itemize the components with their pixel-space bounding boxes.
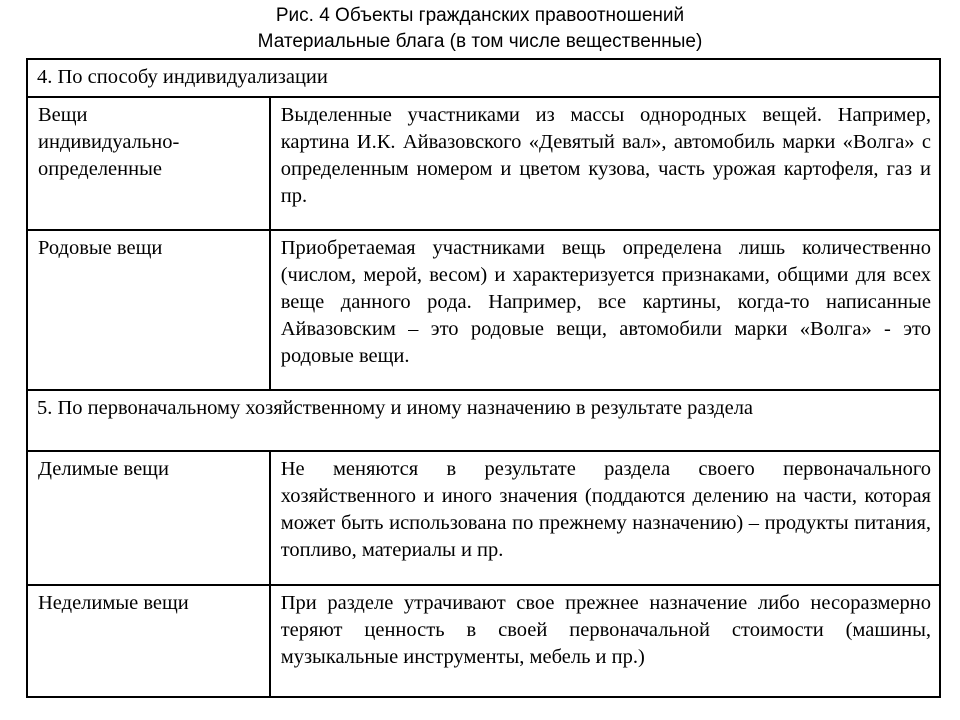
- term-cell: [28, 586, 269, 623]
- term-cell: [28, 452, 269, 489]
- table-row: [27, 585, 940, 697]
- term-line: Родовые вещи: [38, 237, 163, 259]
- table-row: [27, 97, 940, 230]
- description-cell: Выделенные участниками из массы однородных вещей. Например, картина И.К. Айвазовского «Девятый вал», автомобиль марки «Волга» с определенным номером и цветом кузова, часть урожая картофеля, газ и пр.: [280, 104, 931, 207]
- term-cell: [28, 231, 269, 268]
- classification-table: [26, 58, 941, 698]
- figure-caption: [0, 3, 960, 55]
- term-line: определенные: [38, 158, 162, 180]
- section-header-row: [27, 390, 940, 451]
- section-header-row: [27, 59, 940, 97]
- table-row: [27, 230, 940, 390]
- table-row: [27, 451, 940, 585]
- caption-line-2: Материальные блага (в том числе вещественные): [257, 31, 703, 52]
- term-line: Вещи: [38, 104, 88, 126]
- description-cell: Не меняются в результате раздела своего первоначального хозяйственного и иного значения (поддаются делению на части, которая может быть использована по прежнему назначению) – продукты питания, топливо, материалы и пр.: [280, 458, 931, 561]
- term-line: Делимые вещи: [38, 458, 169, 480]
- section-title: 5. По первоначальному хозяйственному и иному назначению в результате раздела: [37, 397, 754, 419]
- caption-line-1: Рис. 4 Объекты гражданских правоотношений: [275, 5, 685, 26]
- section-title: 4. По способу индивидуализации: [37, 66, 328, 88]
- description-cell: При разделе утрачивают свое прежнее назначение либо несоразмерно теряют ценность в своей первоначальной стоимости (машины, музыкальные инструменты, мебель и пр.): [280, 592, 931, 668]
- term-cell: [28, 98, 269, 189]
- term-line: индивидуально-: [38, 131, 180, 153]
- description-cell: Приобретаемая участниками вещь определена лишь количественно (числом, мерой, весом) и характеризуется признаками, общими для всех веще данного рода. Например, все картины, когда-то написанные Айвазовским – это родовые вещи, автомобили марки «Волга» - это родовые вещи.: [280, 237, 931, 367]
- term-line: Неделимые вещи: [38, 592, 189, 614]
